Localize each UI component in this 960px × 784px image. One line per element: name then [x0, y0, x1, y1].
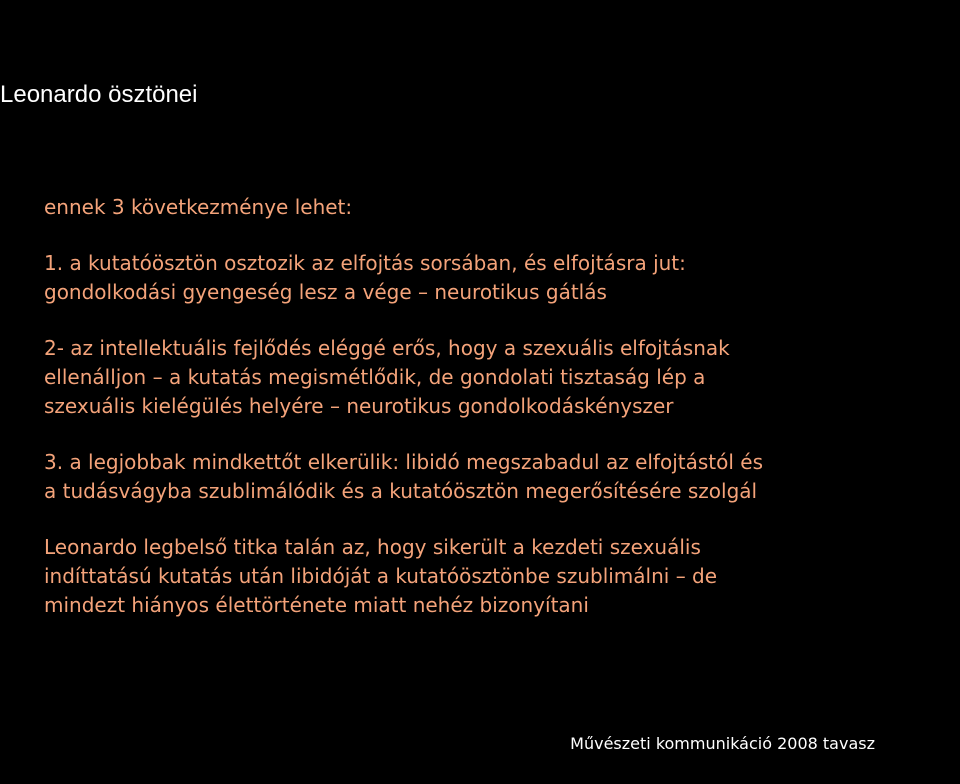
consequence-1-paragraph — [44, 249, 944, 307]
text-line: a tudásvágyba szublimálódik és a kutatóösztön megerősítésére szolgál — [44, 479, 758, 503]
text-line: szexuális kielégülés helyére – neurotikus gondolkodáskényszer — [44, 394, 674, 418]
intro-paragraph — [44, 193, 944, 222]
slide-footer — [0, 732, 875, 756]
slide-body — [44, 193, 944, 620]
text-line: gondolkodási gyengeség lesz a vége – neurotikus gátlás — [44, 280, 607, 304]
consequence-3-paragraph — [44, 448, 944, 506]
text-line: 1. a kutatóösztön osztozik az elfojtás sorsában, és elfojtásra jut: — [44, 251, 686, 275]
text-line: ennek 3 következménye lehet: — [44, 195, 353, 219]
text-line: 3. a legjobbak mindkettőt elkerülik: libidó megszabadul az elfojtástól és — [44, 450, 764, 474]
consequence-2-paragraph — [44, 334, 944, 421]
text-line: Leonardo legbelső titka talán az, hogy sikerült a kezdeti szexuális — [44, 535, 701, 559]
footer-text: Művészeti kommunikáció 2008 tavasz — [570, 734, 875, 753]
text-line: mindezt hiányos élettörténete miatt nehéz bizonyítani — [44, 593, 589, 617]
conclusion-paragraph — [44, 533, 944, 620]
text-line: indíttatású kutatás után libidóját a kutatóösztönbe szublimálni – de — [44, 564, 718, 588]
slide-title: Leonardo ösztönei — [0, 81, 198, 108]
text-line: ellenálljon – a kutatás megismétlődik, de gondolati tisztaság lép a — [44, 365, 706, 389]
text-line: 2- az intellektuális fejlődés eléggé erős, hogy a szexuális elfojtásnak — [44, 336, 730, 360]
